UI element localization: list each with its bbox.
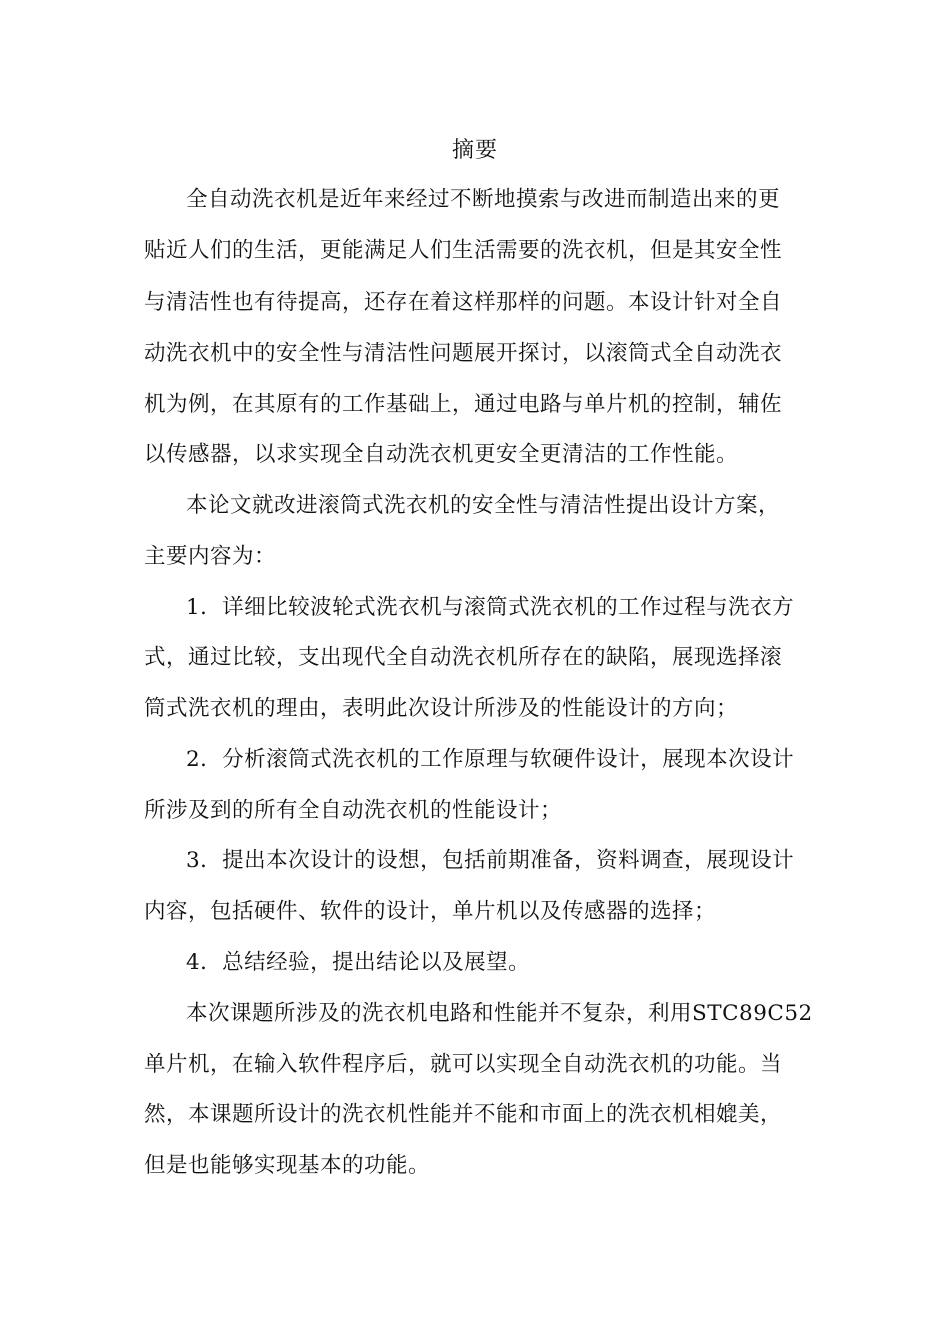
abstract-line: 与清洁性也有待提高，还存在着这样那样的问题。本设计针对全自 bbox=[144, 290, 783, 315]
abstract-line: 动洗衣机中的安全性与清洁性问题展开探讨，以滚筒式全自动洗衣 bbox=[144, 341, 783, 366]
abstract-line: 贴近人们的生活，更能满足人们生活需要的洗衣机，但是其安全性 bbox=[144, 238, 783, 263]
abstract-line: 以传感器，以求实现全自动洗衣机更安全更清洁的工作性能。 bbox=[144, 442, 739, 467]
list-item: 2．分析滚筒式洗衣机的工作原理与软硬件设计，展现本次设计 bbox=[186, 747, 795, 772]
list-item: 4．总结经验，提出结论以及展望。 bbox=[186, 950, 531, 975]
abstract-line: 本论文就改进滚筒式洗衣机的安全性与清洁性提出设计方案， bbox=[186, 493, 781, 518]
list-item-continued: 式，通过比较，支出现代全自动洗衣机所存在的缺陷，展现选择滚 bbox=[144, 645, 783, 670]
list-item-continued: 所涉及到的所有全自动洗衣机的性能设计； bbox=[144, 798, 563, 823]
list-item-continued: 筒式洗衣机的理由，表明此次设计所涉及的性能设计的方向； bbox=[144, 696, 739, 721]
list-item: 1．详细比较波轮式洗衣机与滚筒式洗衣机的工作过程与洗衣方 bbox=[186, 595, 795, 620]
abstract-line: 单片机，在输入软件程序后，就可以实现全自动洗衣机的功能。当 bbox=[144, 1052, 783, 1077]
abstract-line: 主要内容为： bbox=[144, 544, 277, 569]
abstract-line: 但是也能够实现基本的功能。 bbox=[144, 1153, 431, 1178]
list-item-continued: 内容，包括硬件、软件的设计，单片机以及传感器的选择； bbox=[144, 899, 717, 924]
abstract-line: 机为例，在其原有的工作基础上，通过电路与单片机的控制，辅佐 bbox=[144, 392, 783, 417]
list-item: 3．提出本次设计的设想，包括前期准备，资料调查，展现设计 bbox=[186, 848, 795, 873]
page-title: 摘要 bbox=[451, 138, 498, 163]
abstract-line: 本次课题所涉及的洗衣机电路和性能并不复杂，利用STC89C52 bbox=[186, 1001, 813, 1026]
abstract-line: 全自动洗衣机是近年来经过不断地摸索与改进而制造出来的更 bbox=[186, 187, 781, 212]
abstract-line: 然，本课题所设计的洗衣机性能并不能和市面上的洗衣机相媲美， bbox=[144, 1102, 783, 1127]
